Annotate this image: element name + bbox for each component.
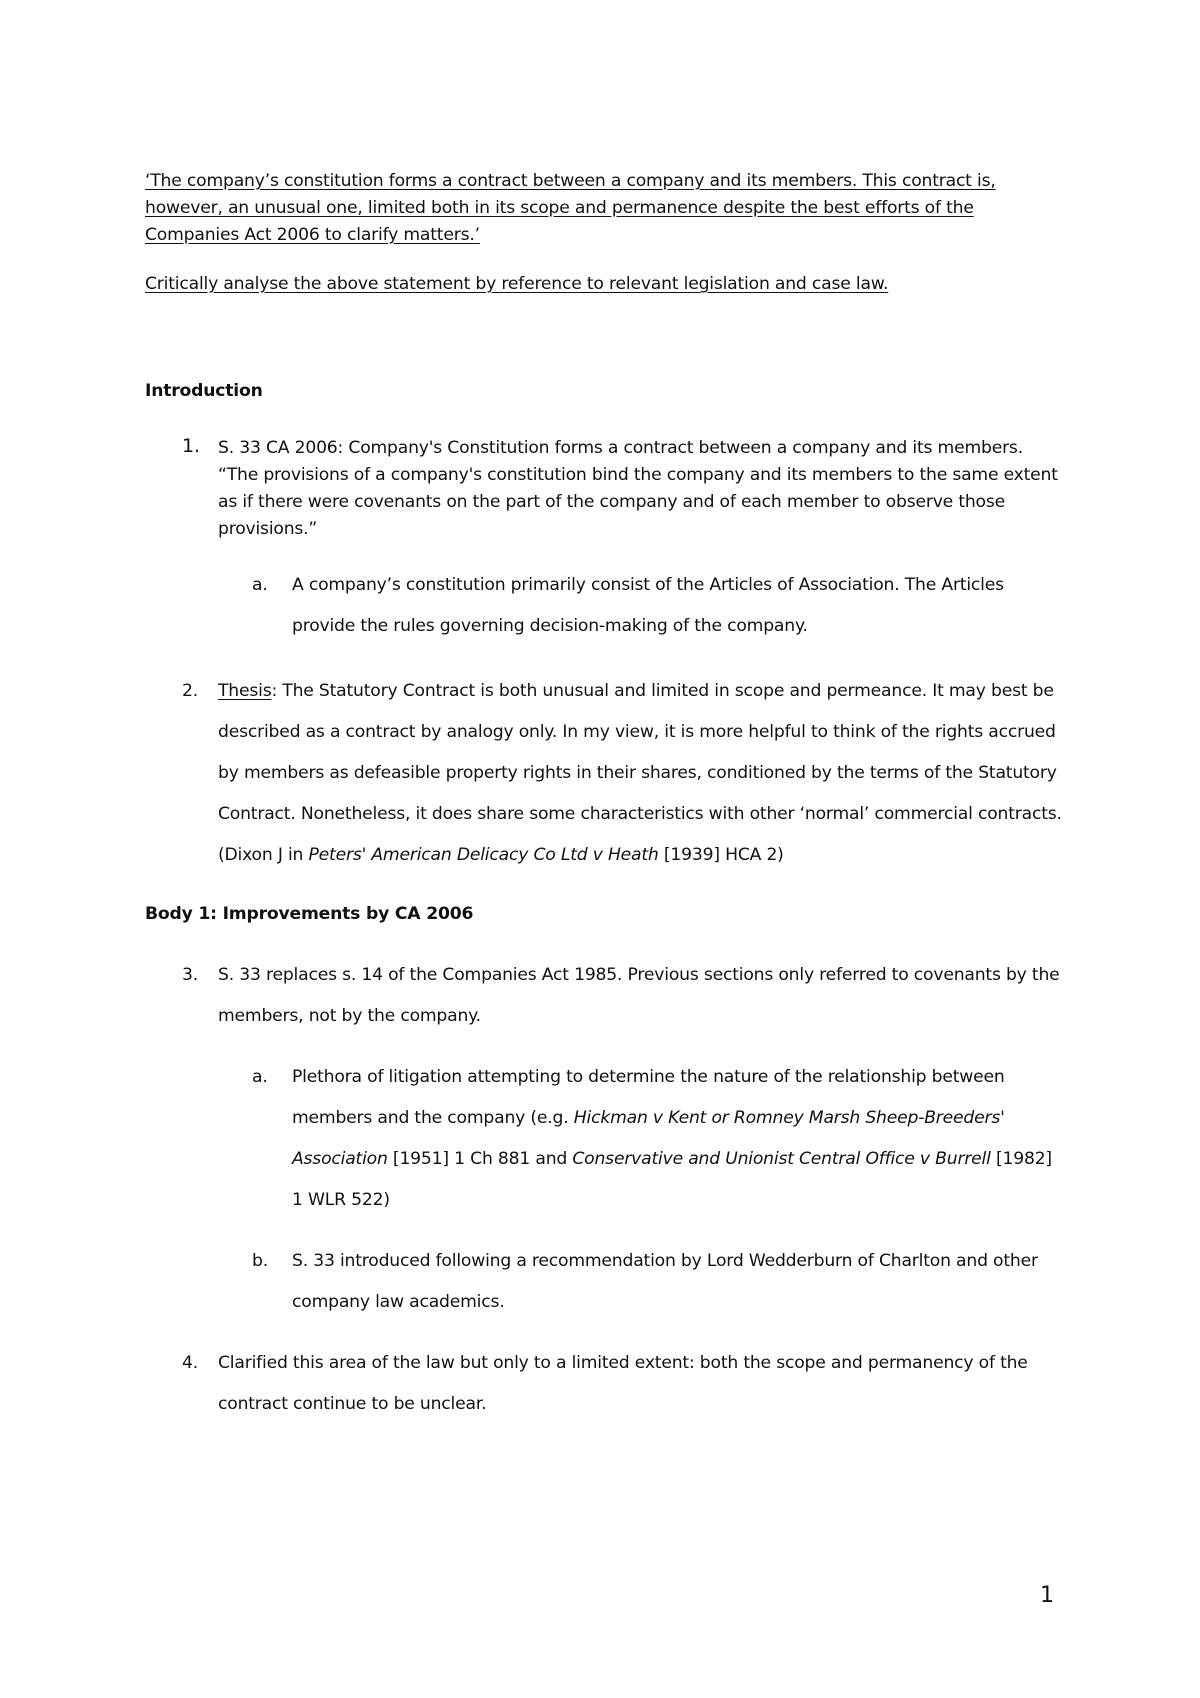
citation-text: [1939] HCA 2) <box>658 845 784 865</box>
quote-line-2: however, an unusual one, limited both in its scope and permanence despite the best efforts of the <box>145 198 974 218</box>
sub-item-label: a. <box>252 575 268 595</box>
sub-item-text: A company’s constitution primarily consist of the Articles of Association. The Articles provide the rules governing decision-making of the company. <box>292 575 1004 636</box>
thesis-text: : The Statutory Contract is both unusual and limited in scope and permeance. It may best be described as a contract by analogy only. In my view, it is more helpful to think of the rights accrued by members as defeasible property rights in their shares, conditioned by the terms of the Statutory Contract. Nonetheless, it does share some characteristics with other ‘normal’ commercial contracts. (Dixon J in <box>218 681 1062 865</box>
quote-line-1: ‘The company’s constitution forms a contract between a company and its members. This contract is, <box>145 171 996 191</box>
citation-text: [1982] 1 WLR 522) <box>292 1149 1052 1210</box>
document-body <box>145 168 1065 1425</box>
list-number: 1. <box>182 435 200 457</box>
section-heading-introduction: Introduction <box>145 381 263 401</box>
list-number: 3. <box>182 965 198 985</box>
list-item-4 <box>145 1343 1065 1425</box>
sub-item-3a <box>145 1057 1065 1221</box>
page-number: 1 <box>1040 1583 1054 1608</box>
thesis-label: Thesis <box>218 681 272 701</box>
citation-text: [1951] 1 Ch 881 and <box>387 1149 573 1169</box>
case-name: Hickman v Kent or Romney Marsh Sheep-Breeders' Association <box>292 1108 1005 1169</box>
sub-item-label: a. <box>252 1067 268 1087</box>
list-item-text: S. 33 CA 2006: Company's Constitution forms a contract between a company and its members. “The provisions of a company's constitution bind the company and its members to the same extent as if there were covenants on the part of the company and of each member to observe those provisions.” <box>218 438 1058 539</box>
case-name: Conservative and Unionist Central Office v Burrell <box>572 1149 991 1169</box>
sub-item-text: Plethora of litigation attempting to determine the nature of the relationship between members and the company (e.g. <box>292 1067 1005 1128</box>
list-item-2 <box>145 671 1065 876</box>
essay-instruction: Critically analyse the above statement by reference to relevant legislation and case law. <box>145 274 889 294</box>
section-heading-body-1: Body 1: Improvements by CA 2006 <box>145 904 474 924</box>
case-name: Peters' American Delicacy Co Ltd v Heath <box>308 845 659 865</box>
list-item-text: S. 33 replaces s. 14 of the Companies Act 1985. Previous sections only referred to covenants by the members, not by the company. <box>218 965 1060 1026</box>
list-item-text: Clarified this area of the law but only to a limited extent: both the scope and permanency of the contract continue to be unclear. <box>218 1353 1028 1414</box>
sub-item-label: b. <box>252 1251 268 1271</box>
list-item-3 <box>145 955 1065 1037</box>
sub-item-1a <box>145 565 1065 647</box>
list-item-1 <box>145 435 1065 543</box>
essay-question-quote <box>145 168 1065 249</box>
sub-item-text: S. 33 introduced following a recommendation by Lord Wedderburn of Charlton and other company law academics. <box>292 1251 1038 1312</box>
sub-item-3b <box>145 1241 1065 1323</box>
list-number: 2. <box>182 681 198 701</box>
list-number: 4. <box>182 1353 198 1373</box>
quote-line-3: Companies Act 2006 to clarify matters.’ <box>145 225 480 245</box>
